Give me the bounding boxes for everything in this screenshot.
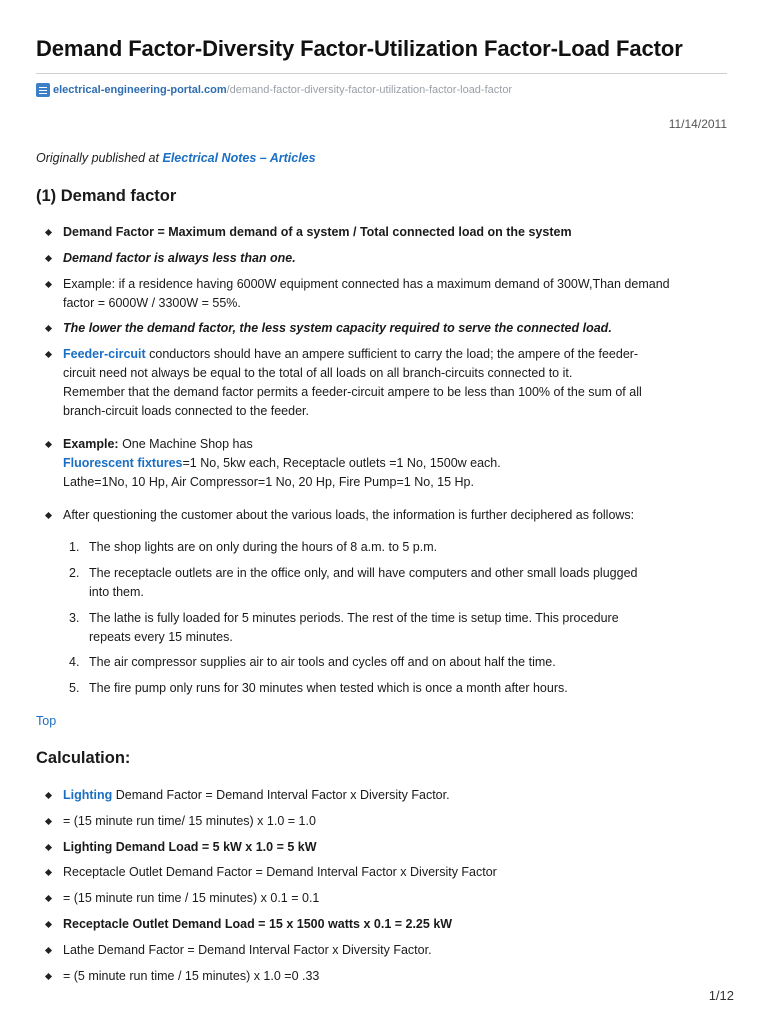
text-line: One Machine Shop has (118, 437, 253, 451)
text-line: Demand Factor = Demand Interval Factor x Diversity Factor. (112, 788, 450, 802)
list-item (46, 941, 716, 960)
page-title: Demand Factor-Diversity Factor-Utilization Factor-Load Factor (36, 36, 683, 61)
bullet-text: = (15 minute run time / 15 minutes) x 0.1 = 0.1 (63, 891, 320, 905)
text-line: The lathe is fully loaded for 5 minutes periods. The rest of the time is setup time. This procedure (89, 611, 619, 625)
text-line: Example: if a residence having 6000W equipment connected has a maximum demand of 300W,Than demand (63, 277, 670, 291)
bullet-text: Lighting Demand Load = 5 kW x 1.0 = 5 kW (63, 840, 317, 854)
item-text: The fire pump only runs for 30 minutes when tested which is once a month after hours. (89, 681, 568, 695)
published-note (36, 151, 316, 165)
list-item (46, 863, 716, 882)
bullet-text: Receptacle Outlet Demand Load = 15 x 1500 watts x 0.1 = 2.25 kW (63, 917, 453, 931)
bullet-text: = (5 minute run time / 15 minutes) x 1.0 =0 .33 (63, 969, 320, 983)
bullet-text (63, 345, 716, 421)
top-link[interactable]: Top (36, 714, 57, 728)
source-line (36, 80, 512, 100)
bullet-text: Lathe Demand Factor = Demand Interval Factor x Diversity Factor. (63, 943, 432, 957)
list-item (46, 967, 716, 986)
list-item (46, 249, 716, 268)
bullet-text: The lower the demand factor, the less system capacity required to serve the connected load. (63, 321, 612, 335)
item-number: 1. (69, 540, 80, 554)
text-line: repeats every 15 minutes. (89, 630, 233, 644)
electrical-notes-link[interactable]: Electrical Notes – Articles (162, 151, 316, 165)
text-line: Remember that the demand factor permits a feeder-circuit ampere to be less than 100% of the sum of all (63, 385, 642, 399)
text-line: Lathe=1No, 10 Hp, Air Compressor=1 No, 20 Hp, Fire Pump=1 No, 15 Hp. (63, 475, 474, 489)
list-item (46, 319, 716, 338)
list-item (46, 838, 716, 857)
text-line: into them. (89, 585, 144, 599)
item-text: The shop lights are on only during the hours of 8 a.m. to 5 p.m. (89, 540, 438, 554)
bullet-text: After questioning the customer about the various loads, the information is further deciphered as follows: (63, 508, 635, 522)
numbered-item (69, 538, 719, 557)
page-number: 1/12 (708, 988, 734, 1003)
list-item (46, 435, 716, 492)
text-line: =1 No, 5kw each, Receptacle outlets =1 No, 1500w each. (182, 456, 501, 470)
source-domain-link[interactable]: electrical-engineering-portal.com (53, 84, 227, 96)
item-number: 4. (69, 655, 80, 669)
published-prefix: Originally published at (36, 151, 159, 165)
document-icon (36, 83, 50, 97)
bullet-text (63, 435, 716, 492)
bullet-text: Receptacle Outlet Demand Factor = Demand Interval Factor x Diversity Factor (63, 865, 497, 879)
numbered-item (69, 564, 719, 602)
list-item (46, 889, 716, 908)
example-label: Example: (63, 437, 119, 451)
item-text (89, 564, 719, 602)
list-item (46, 812, 716, 831)
numbered-item (69, 653, 719, 672)
fluorescent-fixtures-link[interactable]: Fluorescent fixtures (63, 456, 183, 470)
item-number: 5. (69, 681, 80, 695)
bullet-text (63, 275, 716, 313)
text-line: factor = 6000W / 3300W = 55%. (63, 296, 241, 310)
title-divider (36, 73, 727, 74)
text-line: conductors should have an ampere sufficient to carry the load; the ampere of the feeder- (145, 347, 639, 361)
list-item (46, 275, 716, 313)
bullet-text: = (15 minute run time/ 15 minutes) x 1.0 = 1.0 (63, 814, 316, 828)
text-line: circuit need not always be equal to the total of all loads on all branch-circuits connected to it. (63, 366, 573, 380)
list-item (46, 223, 716, 242)
list-item (46, 915, 716, 934)
bullet-text: Demand Factor = Maximum demand of a system / Total connected load on the system (63, 225, 572, 239)
section-heading-calculation: Calculation: (36, 749, 131, 767)
numbered-item (69, 679, 719, 698)
list-item (46, 506, 716, 525)
source-path-link[interactable]: /demand-factor-diversity-factor-utilization-factor-load-factor (226, 84, 513, 96)
numbered-item (69, 609, 719, 647)
list-item (46, 345, 716, 421)
item-number: 2. (69, 566, 80, 580)
item-number: 3. (69, 611, 80, 625)
item-text (89, 609, 719, 647)
item-text: The air compressor supplies air to air tools and cycles off and on about half the time. (89, 655, 556, 669)
list-item (46, 786, 716, 805)
feeder-circuit-link[interactable]: Feeder-circuit (63, 347, 146, 361)
text-line: branch-circuit loads connected to the feeder. (63, 404, 309, 418)
bullet-text (63, 786, 716, 805)
text-line: The receptacle outlets are in the office only, and will have computers and other small loads plugged (89, 566, 638, 580)
publish-date: 11/14/2011 (668, 117, 727, 131)
section-heading-demand-factor: (1) Demand factor (36, 187, 177, 205)
bullet-text: Demand factor is always less than one. (63, 251, 296, 265)
lighting-link[interactable]: Lighting (63, 788, 113, 802)
